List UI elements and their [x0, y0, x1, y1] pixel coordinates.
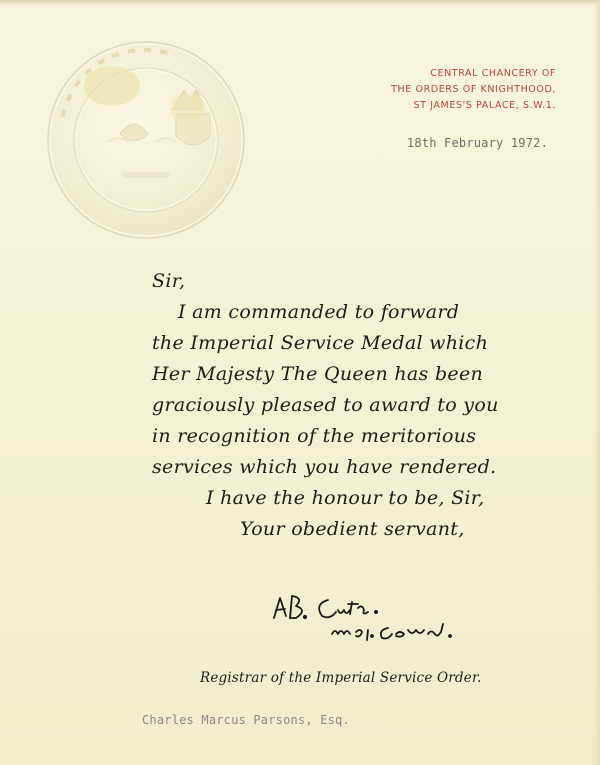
paper-top-edge — [0, 0, 600, 6]
paper-right-edge — [594, 0, 600, 765]
handwritten-signature — [268, 590, 468, 650]
body-line: in recognition of the meritorious — [152, 425, 477, 447]
embossed-seal-icon — [38, 22, 248, 247]
registrar-title: Registrar of the Imperial Service Order. — [200, 670, 482, 686]
letter-date: 18th February 1972. — [406, 136, 548, 150]
closing-line: I have the honour to be, Sir, — [206, 487, 485, 509]
salutation: Sir, — [152, 270, 186, 292]
body-line: Her Majesty The Queen has been — [152, 363, 484, 385]
addressee-name: Charles Marcus Parsons, Esq. — [142, 713, 350, 727]
letterhead-line: ST JAMES'S PALACE, S.W.1. — [413, 100, 556, 111]
body-line: graciously pleased to award to you — [152, 394, 499, 416]
letterhead-line: THE ORDERS OF KNIGHTHOOD, — [391, 84, 556, 95]
body-line: I am commanded to forward — [178, 301, 460, 323]
body-line: the Imperial Service Medal which — [152, 332, 489, 354]
letter-body — [150, 266, 499, 545]
body-line: services which you have rendered. — [152, 456, 497, 478]
closing-line: Your obedient servant, — [240, 518, 465, 540]
letterhead — [391, 66, 556, 114]
letterhead-line: CENTRAL CHANCERY OF — [430, 68, 556, 79]
